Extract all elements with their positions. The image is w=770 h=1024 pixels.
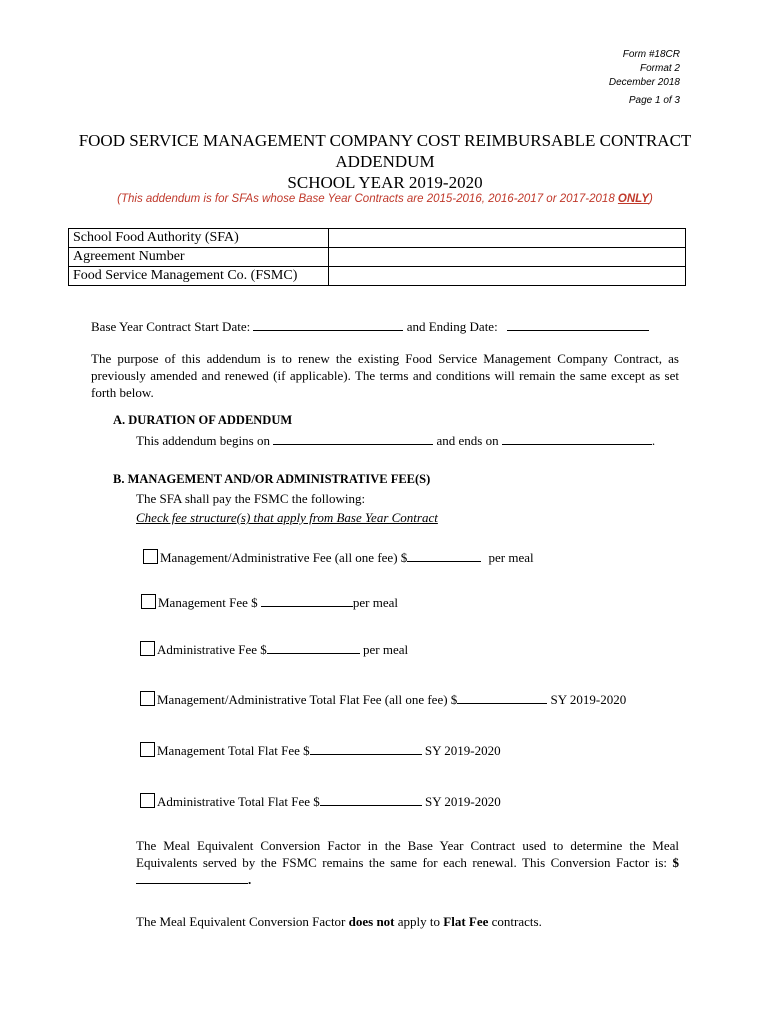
- sfa-input[interactable]: [329, 229, 686, 248]
- purpose-paragraph: The purpose of this addendum is to renew the existing Food Service Management Company Contract, as previously amended and renewed (if applicable). The terms and conditions will remain the same except as set forth below.: [91, 351, 679, 400]
- admin-flat-fee-field[interactable]: [320, 794, 422, 806]
- admin-fee-field[interactable]: [267, 642, 360, 654]
- mgmt-admin-fee-field[interactable]: [407, 550, 481, 562]
- conversion-factor-field[interactable]: [136, 872, 248, 884]
- fsmc-label: Food Service Management Co. (FSMC): [69, 267, 329, 286]
- form-number: Form #18CR: [622, 49, 680, 60]
- base-year-dates: Base Year Contract Start Date: and Ending Date:: [91, 318, 649, 335]
- document-title-line2: ADDENDUM: [335, 152, 435, 171]
- format-label: Format 2: [639, 63, 680, 74]
- end-date-field[interactable]: [507, 319, 649, 331]
- document-title-line3: SCHOOL YEAR 2019-2020: [287, 173, 483, 192]
- document-title-line1: FOOD SERVICE MANAGEMENT COMPANY COST REIMBURSABLE CONTRACT: [78, 131, 692, 150]
- mgmt-fee-field[interactable]: [261, 595, 353, 607]
- table-row: [69, 248, 686, 267]
- section-b-intro: The SFA shall pay the FSMC the following:: [136, 491, 366, 506]
- conversion-factor-paragraph: The Meal Equivalent Conversion Factor in the Base Year Contract used to determine the Meal Equivalents served by the FSMC remains the same for each renewal. This Conversion Factor is: $.: [136, 838, 679, 887]
- checkbox-mgmt-fee[interactable]: [141, 594, 156, 609]
- fee-option-mgmt-admin: Management/Administrative Fee (all one fee) $ per meal: [143, 549, 534, 566]
- checkbox-mgmt-admin-flat-fee[interactable]: [140, 691, 155, 706]
- fee-option-mgmt-admin-flat: Management/Administrative Total Flat Fee (all one fee) $ SY 2019-2020: [140, 691, 626, 708]
- sfa-label: School Food Authority (SFA): [69, 229, 329, 248]
- fee-option-admin: Administrative Fee $ per meal: [140, 641, 408, 658]
- section-a-heading: A. DURATION OF ADDENDUM: [113, 413, 293, 427]
- start-date-field[interactable]: [253, 319, 403, 331]
- agreement-number-label: Agreement Number: [69, 248, 329, 267]
- checkbox-mgmt-admin-fee[interactable]: [143, 549, 158, 564]
- checkbox-admin-flat-fee[interactable]: [140, 793, 155, 808]
- addendum-end-field[interactable]: [502, 433, 652, 445]
- checkbox-admin-fee[interactable]: [140, 641, 155, 656]
- table-row: [69, 229, 686, 248]
- fee-option-mgmt-flat: Management Total Flat Fee $ SY 2019-2020: [140, 742, 501, 759]
- page-number: Page 1 of 3: [628, 95, 680, 106]
- duration-line: This addendum begins on and ends on .: [136, 433, 656, 448]
- fsmc-input[interactable]: [329, 267, 686, 286]
- mgmt-admin-flat-fee-field[interactable]: [457, 692, 547, 704]
- addendum-begin-field[interactable]: [273, 433, 433, 445]
- section-b-instruction: Check fee structure(s) that apply from Base Year Contract: [136, 510, 438, 525]
- table-row: [69, 267, 686, 286]
- applicability-note: (This addendum is for SFAs whose Base Year Contracts are 2015-2016, 2016-2017 or 2017-2018 ONLY): [117, 193, 653, 205]
- revision-date: December 2018: [608, 77, 680, 88]
- checkbox-mgmt-flat-fee[interactable]: [140, 742, 155, 757]
- mgmt-flat-fee-field[interactable]: [310, 743, 422, 755]
- flat-fee-note: The Meal Equivalent Conversion Factor does not apply to Flat Fee contracts.: [136, 914, 542, 929]
- section-b-heading: B. MANAGEMENT AND/OR ADMINISTRATIVE FEE(S): [113, 472, 431, 486]
- fee-option-admin-flat: Administrative Total Flat Fee $ SY 2019-2020: [140, 793, 501, 810]
- sfa-info-table: [68, 228, 686, 286]
- only-emphasis: ONLY: [617, 193, 650, 205]
- fee-option-mgmt: Management Fee $ per meal: [141, 594, 398, 611]
- agreement-number-input[interactable]: [329, 248, 686, 267]
